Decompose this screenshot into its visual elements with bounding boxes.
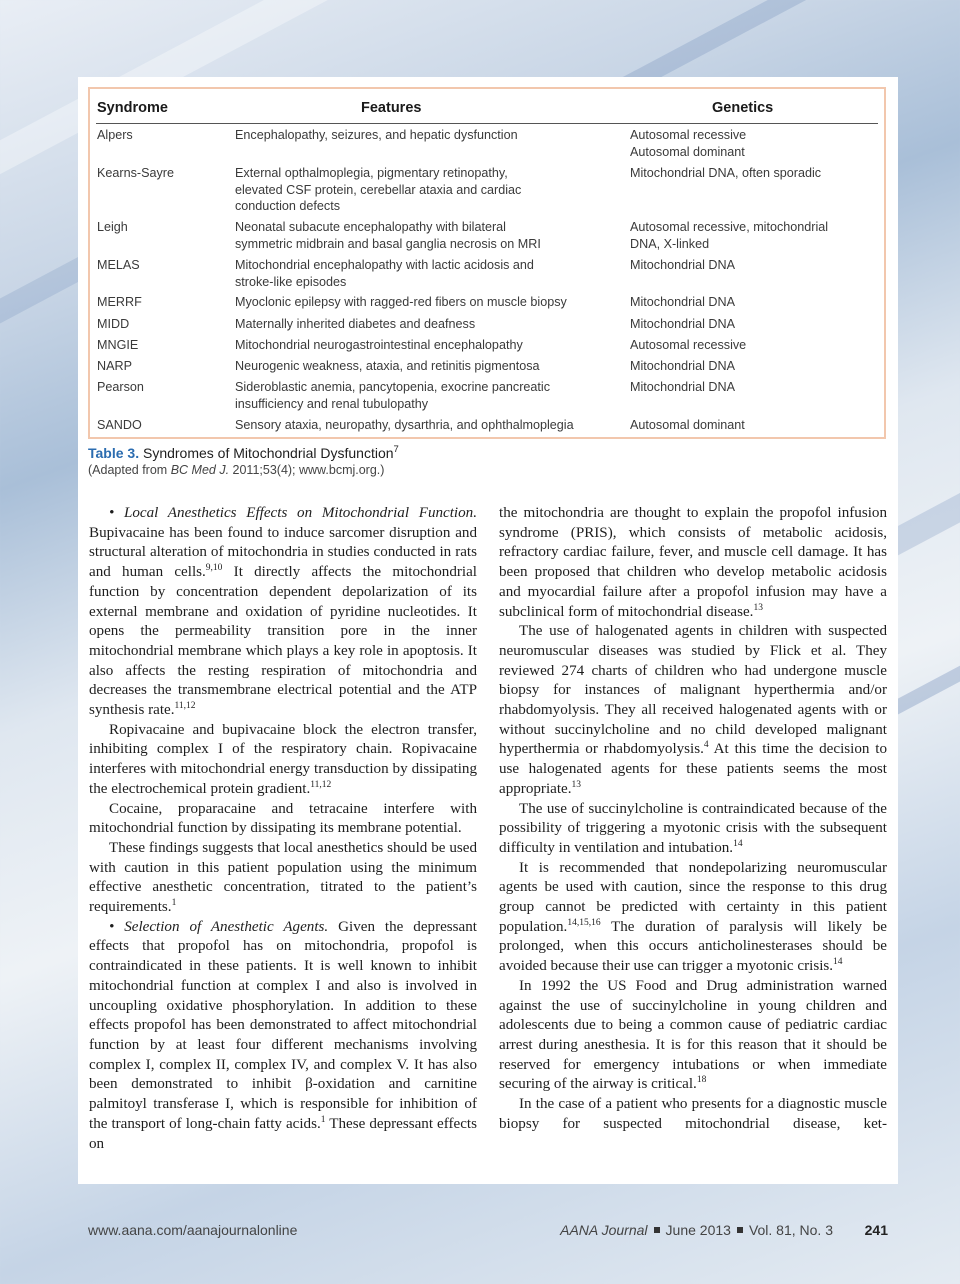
header-syndrome: Syndrome <box>97 100 168 116</box>
article-column-left <box>89 504 477 1154</box>
header-genetics: Genetics <box>712 100 774 116</box>
cell-genetics: Autosomal dominant <box>630 418 745 432</box>
journal-page <box>78 77 898 1184</box>
text: These depressant effects on <box>89 1115 477 1152</box>
cell-features: Sideroblastic anemia, pancytopenia, exocrine pancreatic insufficiency and renal tubulopathy <box>235 380 551 411</box>
journal-url-link[interactable]: www.aana.com/aanajournalonline <box>88 1222 298 1238</box>
table-header <box>96 99 878 124</box>
paragraph <box>89 800 477 839</box>
caption-reference: 7 <box>393 444 399 455</box>
cell-syndrome: MNGIE <box>97 338 139 352</box>
issue-volume: Vol. 81, No. 3 <box>748 1222 833 1238</box>
cell-syndrome: Kearns-Sayre <box>97 166 174 180</box>
cell-genetics: Mitochondrial DNA, often sporadic <box>630 166 822 180</box>
cell-genetics: Mitochondrial DNA <box>630 295 735 309</box>
page-footer <box>88 1222 888 1242</box>
cell-features: Maternally inherited diabetes and deafness <box>235 317 476 331</box>
cell-features: Myoclonic epilepsy with ragged-red fibers on muscle biopsy <box>235 295 567 309</box>
cell-genetics: Autosomal recessive <box>630 338 747 352</box>
citation: 13 <box>753 602 763 613</box>
article-column-right <box>499 504 887 1135</box>
cell-syndrome: NARP <box>97 359 132 373</box>
text: Ropivacaine and bupivacaine block the electron transfer, inhibiting complex I of the respiratory chain. Ropivacaine interferes with mitochondrial energy transduction by dissipating the electrochemical protein gradient. <box>89 721 477 797</box>
citation: 14 <box>833 957 843 968</box>
separator-square-icon <box>654 1227 660 1233</box>
paragraph <box>499 504 887 622</box>
cell-features: Neurogenic weakness, ataxia, and retinitis pigmentosa <box>235 359 540 373</box>
syndromes-table <box>88 87 886 439</box>
cell-syndrome: Leigh <box>97 220 128 234</box>
table-caption <box>88 445 878 477</box>
cell-syndrome: Pearson <box>97 380 144 394</box>
cell-features: External opthalmoplegia, pigmentary retinopathy, elevated CSF protein, cerebellar ataxia and cardiac conduction defects <box>235 166 522 213</box>
text: It is recommended that nondepolarizing neuromuscular agents be used with caution, since the response to this drug group cannot be predicted with certainty in this patient population. <box>499 859 887 935</box>
cell-features: Encephalopathy, seizures, and hepatic dysfunction <box>235 128 518 142</box>
cell-syndrome: Alpers <box>97 128 133 142</box>
text: Cocaine, proparacaine and tetracaine interfere with mitochondrial function by dissipating its membrane potential. <box>89 800 477 837</box>
citation: 14,15,16 <box>567 917 601 928</box>
cell-genetics: Mitochondrial DNA <box>630 359 735 373</box>
section-lead: • Local Anesthetics Effects on Mitochondrial Function. <box>109 505 477 521</box>
text: At this time the decision to use halogenated agents for these patients seems the most appropriate. <box>499 741 887 797</box>
cell-genetics: Mitochondrial DNA <box>630 317 735 331</box>
citation: 9,10 <box>205 563 223 574</box>
citation: 11,12 <box>310 779 332 790</box>
text: In 1992 the US Food and Drug administration warned against the use of succinylcholine in young children and adolescents due to being a common cause of pediatric cardiac arrest during anesthesia. It is for this reason that it should be reserved for emergency intubations or when immediate securing of the airway is critical. <box>499 977 887 1093</box>
paragraph <box>89 918 477 1154</box>
paragraph <box>499 859 887 977</box>
paragraph <box>499 1095 887 1134</box>
paragraph <box>499 977 887 1095</box>
source-suffix: 2011;53(4); www.bcmj.org.) <box>229 463 385 477</box>
paragraph <box>89 504 477 721</box>
cell-syndrome: SANDO <box>97 418 142 432</box>
source-prefix: (Adapted from <box>88 463 171 477</box>
text: The use of succinylcholine is contraindicated because of the possibility of triggering a myotonic crisis with the subsequent difficulty in ventilation and intubation. <box>499 800 887 856</box>
text: The duration of paralysis will likely be prolonged, when this occurs anticholinesterases should be avoided because their use can trigger a myotonic crisis. <box>499 918 887 975</box>
citation: 13 <box>571 779 581 790</box>
cell-features: Mitochondrial encephalopathy with lactic acidosis and stroke-like episodes <box>235 258 534 289</box>
citation: 1 <box>320 1114 326 1125</box>
cell-genetics: Mitochondrial DNA <box>630 258 735 272</box>
text: Bupivacaine has been found to induce sarcomer disruption and structural alteration of mitochondria in studies conducted in rats and human cells. <box>89 524 477 581</box>
caption-source <box>88 463 878 477</box>
citation: 14 <box>733 838 743 849</box>
cell-features: Sensory ataxia, neuropathy, dysarthria, and ophthalmoplegia <box>235 418 574 432</box>
paragraph <box>89 721 477 800</box>
citation: 18 <box>696 1075 707 1086</box>
text: It directly affects the mitochondrial function by concentration dependent depolarization of its external membrane and oxidation of pyridine nucleotides. It opens the permeability transition pore in the inner mitochondrial membrane which plays a key role in apoptosis. It also affects the resting respiration of mitochondria and decreases the transmembrane electrical potential and the ATP synthesis rate. <box>89 564 477 719</box>
caption-title-text: Syndromes of Mitochondrial Dysfunction <box>142 445 394 461</box>
journal-name: AANA Journal <box>560 1222 648 1238</box>
cell-genetics: Mitochondrial DNA <box>630 380 735 394</box>
source-journal: BC Med J. <box>170 463 230 477</box>
text: the mitochondria are thought to explain the propofol infusion syndrome (PRIS), which consists of metabolic acidosis, refractory cardiac failure, fever, and muscle cell damage. It has been proposed that children who develop metabolic acidosis and myocardial failure after a propofol infusion may have a subclinical form of mitochondrial disease. <box>499 505 887 620</box>
citation: 11,12 <box>174 701 196 712</box>
cell-syndrome: MERRF <box>97 295 142 309</box>
cell-syndrome: MELAS <box>97 258 140 272</box>
text: In the case of a patient who presents for a diagnostic muscle biopsy for suspected mitochondrial disease, ket- <box>499 1096 887 1132</box>
citation: 4 <box>703 740 709 751</box>
section-lead: • Selection of Anesthetic Agents. <box>109 918 329 935</box>
cell-features: Neonatal subacute encephalopathy with bilateral symmetric midbrain and basal ganglia necrosis on MRI <box>235 220 541 251</box>
citation: 1 <box>171 898 177 909</box>
separator-square-icon <box>737 1227 743 1233</box>
cell-features: Mitochondrial neurogastrointestinal encephalopathy <box>235 338 523 352</box>
text: These findings suggests that local anesthetics should be used with caution in this patient population using the minimum effective anesthetic concentration, titrated to the patient’s requirements. <box>89 839 477 916</box>
caption-title <box>88 445 878 461</box>
paragraph <box>89 839 477 918</box>
cell-syndrome: MIDD <box>97 317 130 331</box>
page-number: 241 <box>864 1222 888 1238</box>
cell-genetics: Autosomal recessive Autosomal dominant <box>630 128 747 159</box>
paragraph <box>499 800 887 859</box>
caption-label: Table 3. <box>88 445 140 461</box>
header-features: Features <box>361 100 422 116</box>
text: The use of halogenated agents in children with suspected neuromuscular diseases was studied by Flick et al. They reviewed 274 charts of children who had undergone muscle biopsy for instances of malignant hyperthermia and/or rhabdomyolysis. They all received halogenated agents with or without succinylcholine and no child developed malignant hyperthermia or rhabdomyolysis. <box>499 623 887 758</box>
issue-date: June 2013 <box>665 1222 731 1238</box>
text: Given the depressant effects that propofol has on mitochondria, propofol is contraindicated in these patients. It is well known to inhibit mitochondrial function at complex I and also is involved in uncoupling oxidative phosphorylation. In addition to these effects propofol has been demonstrated to affect mitochondrial function by at least four different mechanisms involving complex I, complex II, complex IV, and complex V. It has also been demonstrated to inhibit β-oxidation and carnitine palmitoyl transferase I, which is responsible for inhibition of the transport of long-chain fatty acids. <box>89 918 477 1132</box>
paragraph <box>499 622 887 799</box>
journal-info <box>560 1222 833 1238</box>
cell-genetics: Autosomal recessive, mitochondrial DNA, X-linked <box>630 220 829 251</box>
